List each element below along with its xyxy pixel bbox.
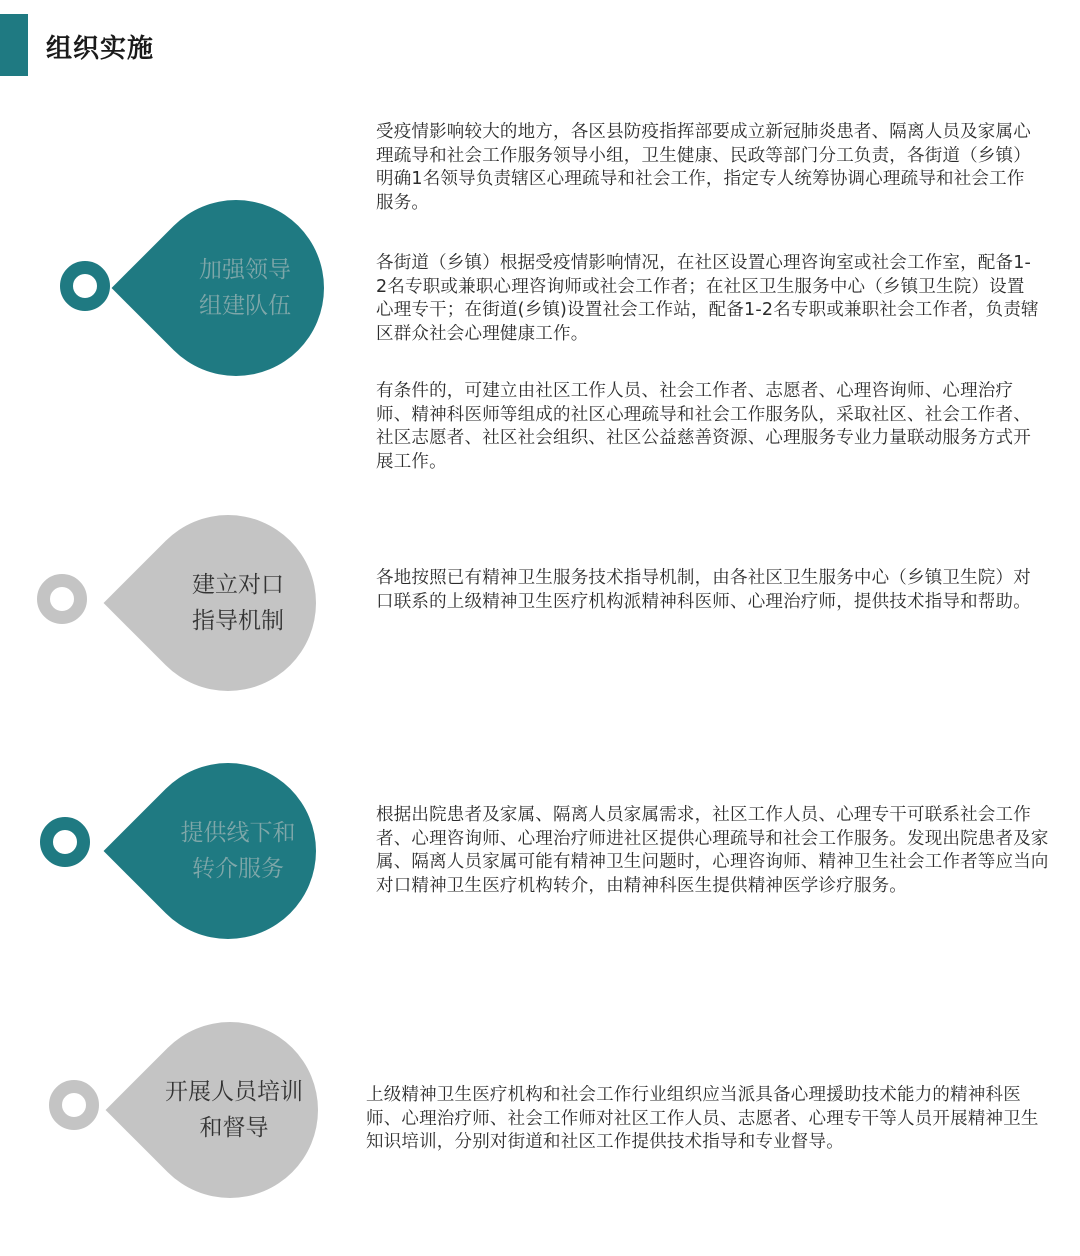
label-line-2: 组建队伍 [199, 293, 291, 319]
section-label [157, 200, 333, 376]
label-line-1: 加强领导 [199, 257, 291, 283]
paragraph: 有条件的，可建立由社区工作人员、社会工作者、志愿者、心理咨询师、心理治疗师、精神科医师等组成的社区心理疏导和社会工作服务队，采取社区、社会工作者、社区志愿者、社区社会组织、社区公益慈善资源、心理服务专业力量联动服务方式开展工作。 [376, 381, 1031, 472]
page-title: 组织实施 [46, 34, 155, 64]
paragraph: 各地按照已有精神卫生服务技术指导机制，由各社区卫生服务中心（乡镇卫生院）对口联系的上级精神卫生医疗机构派精神科医师、心理治疗师，提供技术指导和帮助。 [376, 568, 1031, 612]
label-line-2: 和督导 [199, 1115, 269, 1141]
label-line-2: 转介服务 [192, 856, 284, 882]
label-line-1: 提供线下和 [180, 820, 296, 846]
ring-marker [40, 817, 90, 867]
paragraph: 受疫情影响较大的地方，各区县防疫指挥部要成立新冠肺炎患者、隔离人员及家属心理疏导和社会工作服务领导小组，卫生健康、民政等部门分工负责，各街道（乡镇）明确1名领导负责辖区心理疏导和社会工作，指定专人统筹协调心理疏导和社会工作服务。 [376, 122, 1031, 213]
paragraph: 各街道（乡镇）根据受疫情影响情况，在社区设置心理咨询室或社会工作室，配备1-2名专职或兼职心理咨询师或社会工作者；在社区卫生服务中心（乡镇卫生院）设置心理专干；在街道(乡镇)设置社会工作站，配备1-2名专职或兼职社会工作者，负责辖区群众社会心理健康工作。 [376, 253, 1039, 344]
header-accent-bar [0, 14, 28, 76]
section-label [150, 763, 326, 939]
label-line-1: 开展人员培训 [165, 1079, 303, 1105]
section-label [146, 1022, 322, 1198]
section-label [150, 515, 326, 691]
ring-marker [49, 1080, 99, 1130]
ring-marker [60, 261, 110, 311]
paragraph: 上级精神卫生医疗机构和社会工作行业组织应当派具备心理援助技术能力的精神科医师、心理治疗师、社会工作师对社区工作人员、志愿者、心理专干等人员开展精神卫生知识培训，分别对街道和社区工作提供技术指导和专业督导。 [366, 1085, 1039, 1152]
label-line-2: 指导机制 [192, 608, 284, 634]
paragraph: 根据出院患者及家属、隔离人员家属需求，社区工作人员、心理专干可联系社会工作者、心理咨询师、心理治疗师进社区提供心理疏导和社会工作服务。发现出院患者及家属、隔离人员家属可能有精神卫生问题时，心理咨询师、精神卫生社会工作者等应当向对口精神卫生医疗机构转介，由精神科医生提供精神医学诊疗服务。 [376, 805, 1049, 896]
ring-marker [37, 574, 87, 624]
label-line-1: 建立对口 [192, 572, 284, 598]
